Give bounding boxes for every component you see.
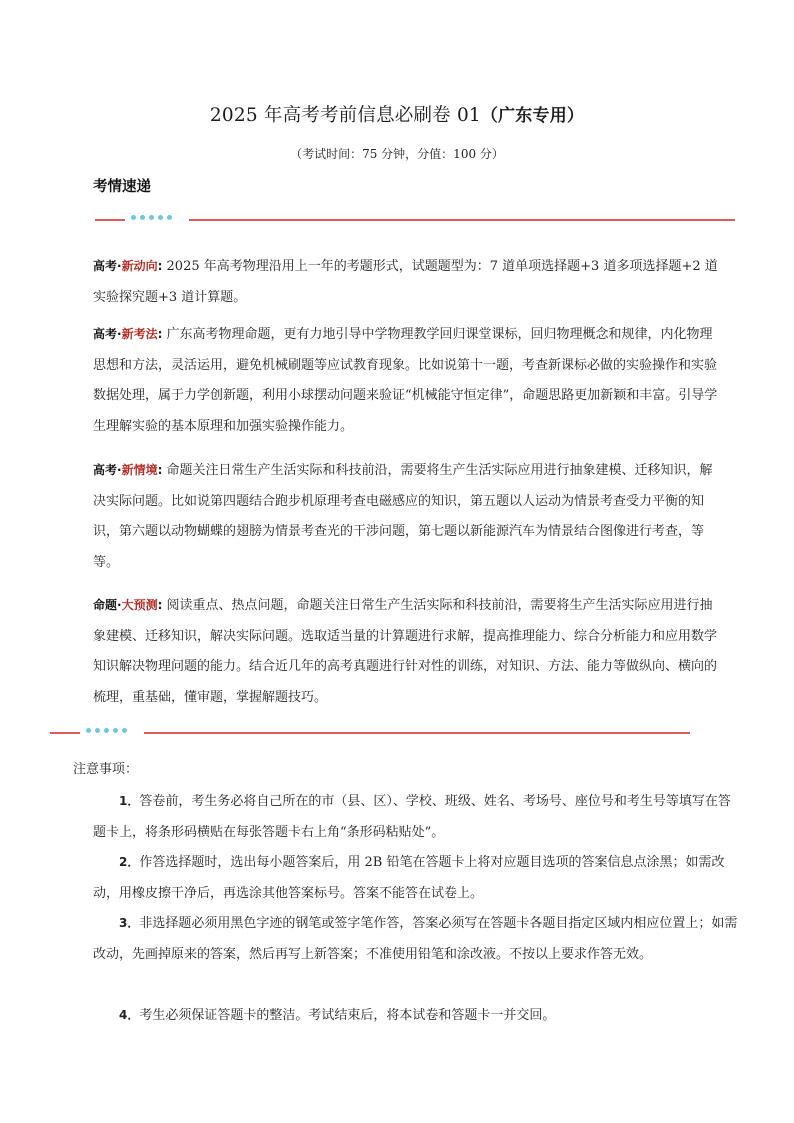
- section-title: 考情速递: [93, 179, 151, 195]
- divider-dot: [86, 728, 91, 733]
- divider-dot: [104, 728, 109, 733]
- notice-item-number: 4．: [119, 1008, 140, 1022]
- divider-dot: [122, 728, 127, 733]
- intro-text: 广东高考物理命题，更有力地引导中学物理教学回归课堂课标，回归物理概念和规律，内化物理思想和方法，灵活运用，避免机械刷题等应试教育现象。比如说第十一题，考查新课标必做的实验操作和实验数据处理，属于力学创新题，利用小球摆动问题来验证“机械能守恒定律”，命题思路更加新颖和丰富。引导学生理解实验的基本原理和加强实验操作能力。: [93, 327, 718, 434]
- divider-line-right: [144, 732, 690, 734]
- notice-title: 注意事项：: [73, 762, 139, 777]
- intro-label-prefix: 高考·: [93, 327, 122, 341]
- notice-item-text: 非选择题必须用黑色字迹的钢笔或签字笔作答，答案必须写在答题卡各题目指定区域内相应位置上；如需改动，先画掉原来的答案，然后再写上新答案；不准使用铅笔和涂改液。不按以上要求作答无效。: [93, 916, 738, 962]
- notice-item-number: 3．: [119, 916, 140, 930]
- intro-text: 2025 年高考物理沿用上一年的考题形式，试题题型为：7 道单项选择题+3 道多项选择题+2 道实验探究题+3 道计算题。: [93, 259, 718, 305]
- intro-label-accent: 新动向: [121, 259, 158, 273]
- divider-dots: [131, 215, 172, 220]
- title-main: 2025 年高考考前信息必刷卷 01: [209, 105, 481, 126]
- notice-item-text: 考生必须保证答题卡的整洁。考试结束后，将本试卷和答题卡一并交回。: [139, 1008, 556, 1023]
- notice-item: [93, 847, 738, 909]
- intro-label-colon: :: [157, 463, 163, 477]
- intro-label-prefix: 高考·: [93, 463, 122, 477]
- intro-label-prefix: 命题·: [93, 598, 122, 612]
- divider-dots: [86, 728, 127, 733]
- intro-label-accent: 大预测: [121, 598, 158, 612]
- intro-label-prefix: 高考·: [93, 259, 122, 273]
- intro-label-accent: 新情境: [121, 463, 158, 477]
- divider-dot: [113, 728, 118, 733]
- intro-label-colon: :: [157, 327, 163, 341]
- divider-dot: [149, 215, 154, 220]
- exam-subtitle: （考试时间：75 分钟，分值：100 分）: [290, 147, 504, 161]
- page-title: [0, 101, 794, 127]
- divider-dot: [95, 728, 100, 733]
- divider-line-left: [95, 219, 125, 221]
- top-divider: [95, 215, 735, 225]
- notice-item-number: 1．: [119, 794, 140, 808]
- intro-text: 阅读重点、热点问题，命题关注日常生产生活实际和科技前沿，需要将生产生活实际应用进行抽象建模、迁移知识，解决实际问题。选取适当量的计算题进行求解，提高推理能力、综合分析能力和应用数学知识解决物理问题的能力。结合近几年的高考真题进行针对性的训练，对知识、方法、能力等做纵向、横向的梳理，重基础，懂审题，掌握解题技巧。: [93, 598, 718, 705]
- intro-paragraph-new-context: [93, 455, 723, 578]
- intro-text: 命题关注日常生产生活实际和科技前沿，需要将生产生活实际应用进行抽象建模、迁移知识，解决实际问题。比如说第四题结合跑步机原理考查电磁感应的知识，第五题以人运动为情景考查受力平衡的知识，第六题以动物蝴蝶的翅膀为情景考查光的干涉问题，第七题以新能源汽车为情景结合图像进行考查，等等。: [93, 463, 713, 570]
- notice-item: [93, 786, 738, 848]
- divider-dot: [140, 215, 145, 220]
- intro-paragraph-prediction: [93, 590, 723, 713]
- intro-paragraph-new-method: [93, 319, 723, 442]
- intro-paragraph-new-trend: [93, 251, 723, 313]
- divider-dot: [131, 215, 136, 220]
- divider-dot: [158, 215, 163, 220]
- bottom-divider: [50, 728, 690, 738]
- divider-line-left: [50, 732, 80, 734]
- divider-line-right: [189, 219, 735, 221]
- intro-label-colon: :: [157, 259, 163, 273]
- intro-label-accent: 新考法: [121, 327, 158, 341]
- notice-item: [93, 908, 738, 970]
- notice-item-number: 2．: [119, 855, 140, 869]
- divider-dot: [167, 215, 172, 220]
- notice-item-text: 作答选择题时，选出每小题答案后，用 2B 铅笔在答题卡上将对应题目选项的答案信息点涂黑；如需改动，用橡皮擦干净后，再选涂其他答案标号。答案不能答在试卷上。: [93, 855, 725, 901]
- intro-label-colon: :: [157, 598, 163, 612]
- title-tag: （广东专用）: [480, 106, 585, 126]
- notice-item-text: 答卷前，考生务必将自己所在的市（县、区）、学校、班级、姓名、考场号、座位号和考生号等填写在答题卡上，将条形码横贴在每张答题卡右上角“条形码粘贴处”。: [93, 794, 731, 840]
- notice-item: [93, 1000, 738, 1032]
